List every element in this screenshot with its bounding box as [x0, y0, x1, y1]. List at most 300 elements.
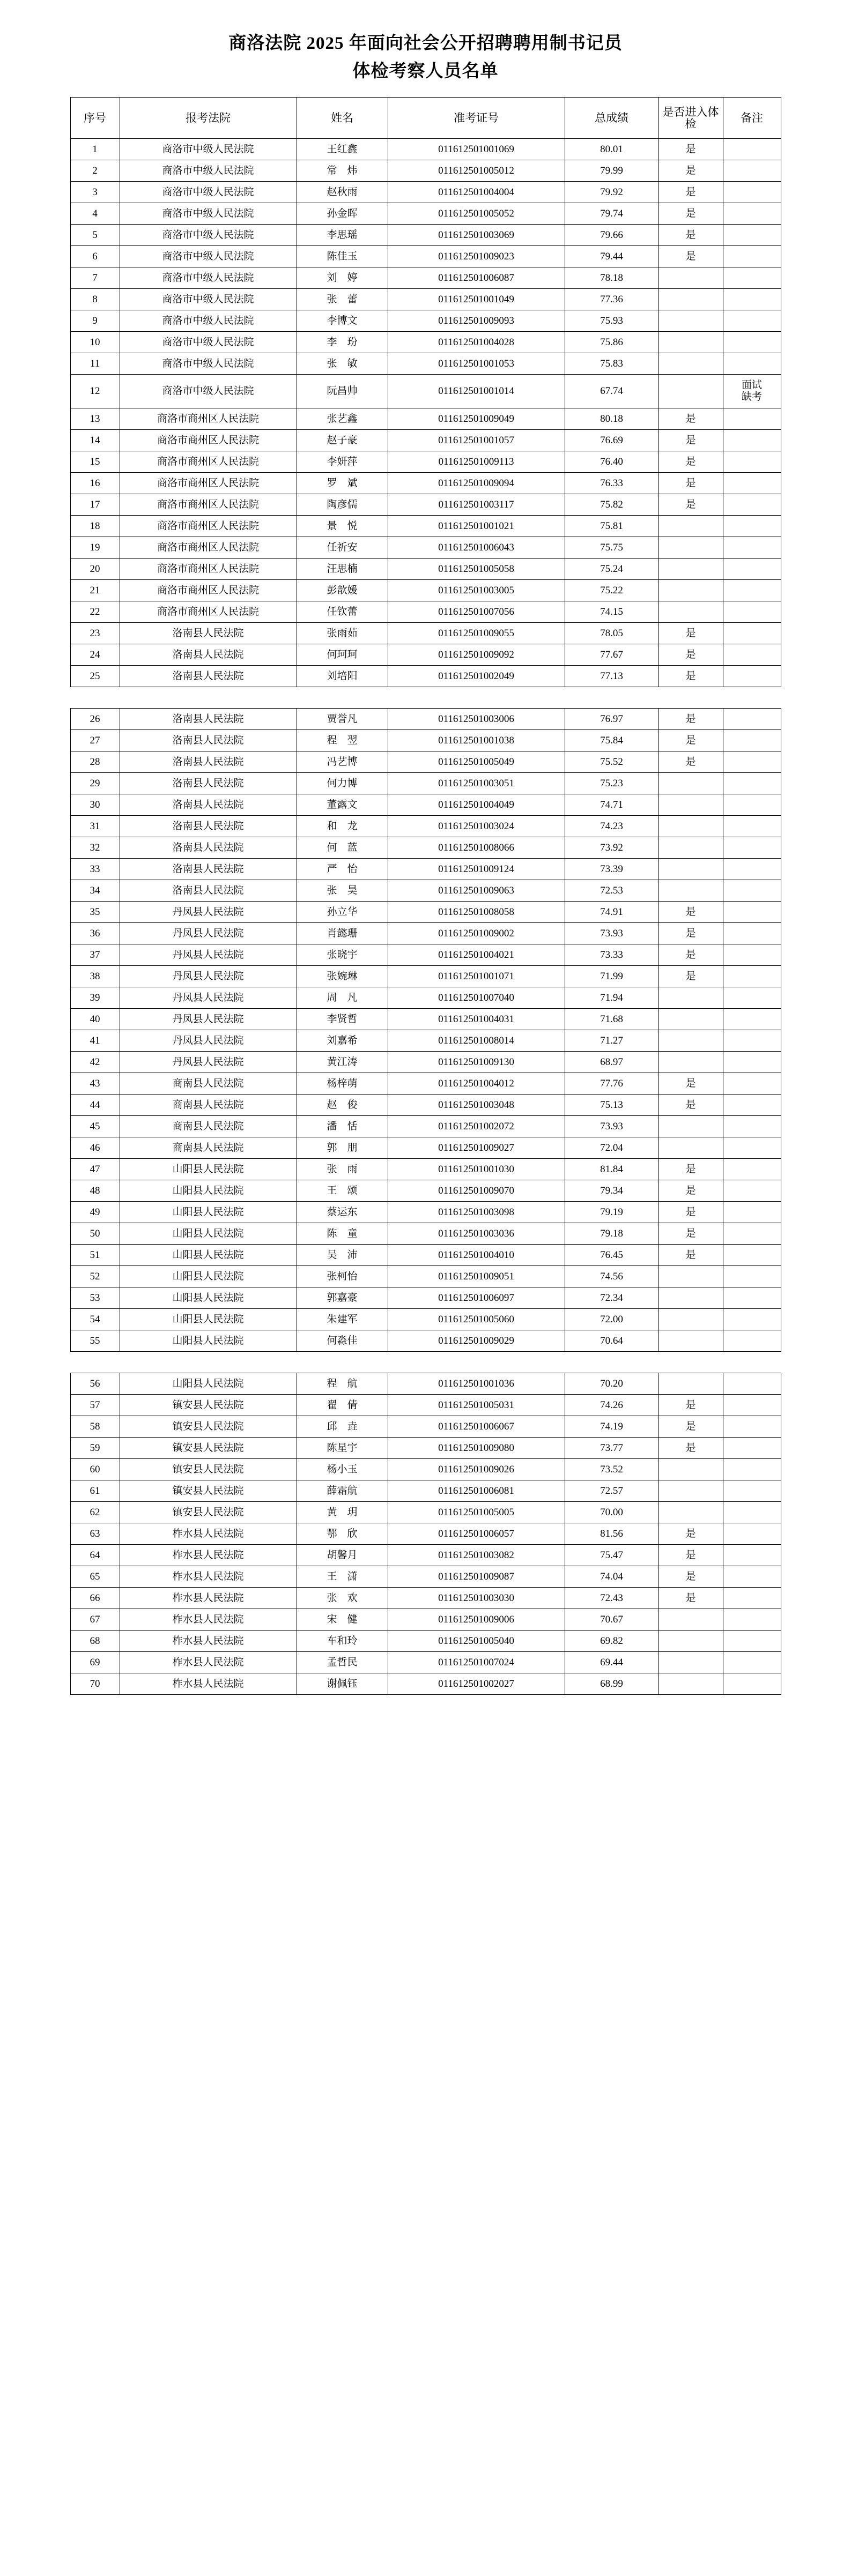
- row-name: 杨梓萌: [297, 1073, 388, 1095]
- row-score: 75.83: [565, 353, 658, 375]
- row-check: 是: [658, 666, 723, 687]
- row-court: 商洛市中级人民法院: [120, 375, 297, 408]
- table-row: [70, 1652, 781, 1673]
- row-score: 69.44: [565, 1652, 658, 1673]
- page-break-gap: [70, 687, 781, 709]
- row-score: 76.97: [565, 709, 658, 730]
- row-court: 洛南县人民法院: [120, 816, 297, 837]
- row-ticket: 011612501005060: [388, 1309, 565, 1330]
- row-remark: [723, 332, 781, 353]
- row-name: 车和玲: [297, 1631, 388, 1652]
- row-remark: [723, 494, 781, 516]
- row-check: [658, 1373, 723, 1395]
- row-index: 46: [70, 1137, 120, 1159]
- table-row: [70, 1459, 781, 1480]
- row-score: 73.39: [565, 859, 658, 880]
- row-remark: [723, 1652, 781, 1673]
- row-name: 蔡运东: [297, 1202, 388, 1223]
- row-check: [658, 1116, 723, 1137]
- row-check: [658, 375, 723, 408]
- row-remark: [723, 537, 781, 559]
- row-index: 61: [70, 1480, 120, 1502]
- row-check: [658, 1502, 723, 1523]
- row-name: 冯艺博: [297, 751, 388, 773]
- row-check: [658, 1480, 723, 1502]
- row-court: 柞水县人民法院: [120, 1523, 297, 1545]
- row-check: [658, 1330, 723, 1352]
- row-court: 洛南县人民法院: [120, 751, 297, 773]
- row-score: 70.00: [565, 1502, 658, 1523]
- row-ticket: 011612501009027: [388, 1137, 565, 1159]
- table-row: [70, 816, 781, 837]
- row-name: 常 炜: [297, 160, 388, 182]
- row-check: 是: [658, 751, 723, 773]
- row-court: 商洛市中级人民法院: [120, 182, 297, 203]
- header-ticket: 准考证号: [388, 98, 565, 139]
- row-score: 72.04: [565, 1137, 658, 1159]
- table-row: [70, 139, 781, 160]
- row-check: [658, 773, 723, 794]
- row-index: 19: [70, 537, 120, 559]
- row-remark: [723, 1631, 781, 1652]
- table-row: [70, 1202, 781, 1223]
- row-name: 肖懿珊: [297, 923, 388, 944]
- row-check: [658, 353, 723, 375]
- row-ticket: 011612501003117: [388, 494, 565, 516]
- row-score: 71.94: [565, 987, 658, 1009]
- row-remark: [723, 1566, 781, 1588]
- row-ticket: 011612501005049: [388, 751, 565, 773]
- page-title: [70, 29, 781, 85]
- row-index: 57: [70, 1395, 120, 1416]
- row-ticket: 011612501003048: [388, 1095, 565, 1116]
- row-name: 和 龙: [297, 816, 388, 837]
- row-score: 79.66: [565, 225, 658, 246]
- row-name: 潘 恬: [297, 1116, 388, 1137]
- row-remark: [723, 516, 781, 537]
- row-check: 是: [658, 966, 723, 987]
- table-row: [70, 353, 781, 375]
- row-check: 是: [658, 1416, 723, 1438]
- table-row: [70, 666, 781, 687]
- row-court: 山阳县人民法院: [120, 1180, 297, 1202]
- row-score: 79.44: [565, 246, 658, 267]
- row-court: 丹凤县人民法院: [120, 1030, 297, 1052]
- row-court: 洛南县人民法院: [120, 794, 297, 816]
- row-ticket: 011612501008014: [388, 1030, 565, 1052]
- row-name: 李妍萍: [297, 451, 388, 473]
- row-name: 张 蕾: [297, 289, 388, 310]
- row-name: 李思瑶: [297, 225, 388, 246]
- row-score: 75.75: [565, 537, 658, 559]
- row-check: [658, 1030, 723, 1052]
- row-court: 丹凤县人民法院: [120, 902, 297, 923]
- row-remark: [723, 1137, 781, 1159]
- header-check: 是否进入体检: [658, 98, 723, 139]
- row-name: 阮昌帅: [297, 375, 388, 408]
- row-score: 75.23: [565, 773, 658, 794]
- row-remark: [723, 225, 781, 246]
- row-check: [658, 580, 723, 601]
- row-name: 张 欢: [297, 1588, 388, 1609]
- row-index: 63: [70, 1523, 120, 1545]
- row-remark: [723, 1459, 781, 1480]
- row-index: 14: [70, 430, 120, 451]
- row-remark: [723, 1095, 781, 1116]
- row-check: [658, 837, 723, 859]
- row-score: 76.40: [565, 451, 658, 473]
- table-row: [70, 310, 781, 332]
- page-break-gap: [70, 1352, 781, 1373]
- row-score: 79.34: [565, 1180, 658, 1202]
- row-ticket: 011612501007024: [388, 1652, 565, 1673]
- row-index: 16: [70, 473, 120, 494]
- row-remark: [723, 730, 781, 751]
- row-name: 张婉琳: [297, 966, 388, 987]
- row-score: 74.91: [565, 902, 658, 923]
- row-ticket: 011612501001038: [388, 730, 565, 751]
- row-name: 吴 沛: [297, 1245, 388, 1266]
- table-row: [70, 1030, 781, 1052]
- row-remark: [723, 1309, 781, 1330]
- row-court: 商洛市商州区人民法院: [120, 537, 297, 559]
- row-court: 洛南县人民法院: [120, 666, 297, 687]
- page-break-cell: [658, 1352, 723, 1373]
- row-name: 赵秋雨: [297, 182, 388, 203]
- row-ticket: 011612501009094: [388, 473, 565, 494]
- row-score: 76.33: [565, 473, 658, 494]
- row-score: 68.99: [565, 1673, 658, 1695]
- row-remark: [723, 644, 781, 666]
- table-row: [70, 1309, 781, 1330]
- row-remark: [723, 944, 781, 966]
- row-ticket: 011612501008066: [388, 837, 565, 859]
- row-court: 商洛市商州区人民法院: [120, 559, 297, 580]
- row-name: 汪思楠: [297, 559, 388, 580]
- row-remark: [723, 880, 781, 902]
- page-break-cell: [723, 687, 781, 709]
- row-remark: [723, 1330, 781, 1352]
- row-index: 20: [70, 559, 120, 580]
- table-row: [70, 516, 781, 537]
- row-ticket: 011612501009092: [388, 644, 565, 666]
- row-name: 邱 垚: [297, 1416, 388, 1438]
- row-court: 镇安县人民法院: [120, 1395, 297, 1416]
- table-row: [70, 1373, 781, 1395]
- table-row: [70, 880, 781, 902]
- row-score: 74.26: [565, 1395, 658, 1416]
- row-index: 13: [70, 408, 120, 430]
- row-court: 洛南县人民法院: [120, 773, 297, 794]
- row-ticket: 011612501002072: [388, 1116, 565, 1137]
- row-ticket: 011612501005005: [388, 1502, 565, 1523]
- row-ticket: 011612501001014: [388, 375, 565, 408]
- row-ticket: 011612501004021: [388, 944, 565, 966]
- row-index: 25: [70, 666, 120, 687]
- table-row: [70, 451, 781, 473]
- row-remark: [723, 794, 781, 816]
- title-line-2: 体检考察人员名单: [352, 62, 499, 81]
- row-index: 48: [70, 1180, 120, 1202]
- row-name: 鄂 欣: [297, 1523, 388, 1545]
- row-court: 洛南县人民法院: [120, 837, 297, 859]
- row-name: 薛霜航: [297, 1480, 388, 1502]
- table-row: [70, 1095, 781, 1116]
- row-score: 81.56: [565, 1523, 658, 1545]
- row-score: 78.18: [565, 267, 658, 289]
- table-row: [70, 182, 781, 203]
- row-ticket: 011612501009087: [388, 1566, 565, 1588]
- row-check: 是: [658, 1202, 723, 1223]
- row-check: 是: [658, 1223, 723, 1245]
- row-check: 是: [658, 644, 723, 666]
- row-ticket: 011612501004049: [388, 794, 565, 816]
- row-score: 78.05: [565, 623, 658, 644]
- row-remark: [723, 623, 781, 644]
- row-remark: [723, 666, 781, 687]
- row-check: 是: [658, 1245, 723, 1266]
- row-index: 28: [70, 751, 120, 773]
- row-score: 77.13: [565, 666, 658, 687]
- row-court: 商洛市商州区人民法院: [120, 494, 297, 516]
- row-name: 任祈安: [297, 537, 388, 559]
- title-line-1: 商洛法院 2025 年面向社会公开招聘聘用制书记员: [228, 34, 623, 53]
- row-index: 33: [70, 859, 120, 880]
- row-court: 丹凤县人民法院: [120, 944, 297, 966]
- table-row: [70, 1588, 781, 1609]
- row-name: 何 蓝: [297, 837, 388, 859]
- row-ticket: 011612501001021: [388, 516, 565, 537]
- row-court: 商洛市中级人民法院: [120, 246, 297, 267]
- row-index: 26: [70, 709, 120, 730]
- row-remark: [723, 1202, 781, 1223]
- row-remark: [723, 1287, 781, 1309]
- row-score: 79.74: [565, 203, 658, 225]
- row-ticket: 011612501009070: [388, 1180, 565, 1202]
- row-ticket: 011612501009093: [388, 310, 565, 332]
- page-break-cell: [120, 687, 297, 709]
- row-index: 29: [70, 773, 120, 794]
- row-check: [658, 1052, 723, 1073]
- row-index: 8: [70, 289, 120, 310]
- row-check: 是: [658, 408, 723, 430]
- row-name: 黄江涛: [297, 1052, 388, 1073]
- row-score: 74.23: [565, 816, 658, 837]
- row-score: 75.13: [565, 1095, 658, 1116]
- row-name: 张柯怡: [297, 1266, 388, 1287]
- row-remark: [723, 902, 781, 923]
- row-check: [658, 267, 723, 289]
- table-row: [70, 987, 781, 1009]
- row-index: 67: [70, 1609, 120, 1631]
- row-check: 是: [658, 246, 723, 267]
- row-remark: [723, 580, 781, 601]
- table-row: [70, 709, 781, 730]
- row-ticket: 011612501009049: [388, 408, 565, 430]
- row-remark: [723, 451, 781, 473]
- row-remark: [723, 1223, 781, 1245]
- table-row: [70, 1523, 781, 1545]
- row-check: 是: [658, 494, 723, 516]
- row-index: 42: [70, 1052, 120, 1073]
- row-name: 周 凡: [297, 987, 388, 1009]
- table-row: [70, 837, 781, 859]
- row-check: [658, 1652, 723, 1673]
- row-score: 72.00: [565, 1309, 658, 1330]
- row-name: 李 玢: [297, 332, 388, 353]
- row-name: 何珂珂: [297, 644, 388, 666]
- row-check: [658, 310, 723, 332]
- row-index: 27: [70, 730, 120, 751]
- row-check: 是: [658, 1095, 723, 1116]
- row-court: 商洛市中级人民法院: [120, 289, 297, 310]
- row-check: [658, 1137, 723, 1159]
- row-ticket: 011612501002049: [388, 666, 565, 687]
- row-check: 是: [658, 139, 723, 160]
- row-court: 商洛市商州区人民法院: [120, 516, 297, 537]
- row-name: 王 颂: [297, 1180, 388, 1202]
- row-score: 76.45: [565, 1245, 658, 1266]
- row-ticket: 011612501006067: [388, 1416, 565, 1438]
- row-ticket: 011612501009063: [388, 880, 565, 902]
- row-index: 47: [70, 1159, 120, 1180]
- row-court: 商洛市中级人民法院: [120, 353, 297, 375]
- row-score: 73.77: [565, 1438, 658, 1459]
- row-index: 55: [70, 1330, 120, 1352]
- row-ticket: 011612501003024: [388, 816, 565, 837]
- row-remark: [723, 923, 781, 944]
- row-name: 任钦蕾: [297, 601, 388, 623]
- row-court: 商洛市中级人民法院: [120, 267, 297, 289]
- row-remark: [723, 310, 781, 332]
- table-row: [70, 1073, 781, 1095]
- row-check: 是: [658, 902, 723, 923]
- page-break-cell: [565, 1352, 658, 1373]
- row-ticket: 011612501001030: [388, 1159, 565, 1180]
- row-court: 山阳县人民法院: [120, 1223, 297, 1245]
- row-score: 74.15: [565, 601, 658, 623]
- row-check: 是: [658, 1523, 723, 1545]
- row-score: 75.84: [565, 730, 658, 751]
- row-remark: [723, 987, 781, 1009]
- row-court: 柞水县人民法院: [120, 1545, 297, 1566]
- row-ticket: 011612501006097: [388, 1287, 565, 1309]
- row-court: 商南县人民法院: [120, 1073, 297, 1095]
- row-score: 77.76: [565, 1073, 658, 1095]
- row-court: 柞水县人民法院: [120, 1566, 297, 1588]
- row-check: [658, 1287, 723, 1309]
- row-score: 73.92: [565, 837, 658, 859]
- row-score: 76.69: [565, 430, 658, 451]
- header-remark: 备注: [723, 98, 781, 139]
- row-ticket: 011612501003069: [388, 225, 565, 246]
- table-row: [70, 267, 781, 289]
- row-ticket: 011612501001036: [388, 1373, 565, 1395]
- row-check: 是: [658, 430, 723, 451]
- row-court: 镇安县人民法院: [120, 1480, 297, 1502]
- row-check: 是: [658, 730, 723, 751]
- row-name: 陈佳玉: [297, 246, 388, 267]
- row-index: 68: [70, 1631, 120, 1652]
- row-remark: [723, 1480, 781, 1502]
- row-name: 何力博: [297, 773, 388, 794]
- row-ticket: 011612501004031: [388, 1009, 565, 1030]
- row-remark: [723, 1609, 781, 1631]
- row-remark: [723, 1545, 781, 1566]
- table-row: [70, 623, 781, 644]
- row-check: 是: [658, 473, 723, 494]
- row-court: 丹凤县人民法院: [120, 987, 297, 1009]
- row-index: 53: [70, 1287, 120, 1309]
- row-court: 商洛市商州区人民法院: [120, 473, 297, 494]
- table-row: [70, 225, 781, 246]
- row-index: 41: [70, 1030, 120, 1052]
- table-row: [70, 1052, 781, 1073]
- table-row: [70, 1159, 781, 1180]
- row-score: 75.86: [565, 332, 658, 353]
- row-name: 胡馨月: [297, 1545, 388, 1566]
- row-court: 洛南县人民法院: [120, 880, 297, 902]
- row-remark: [723, 1073, 781, 1095]
- row-score: 79.92: [565, 182, 658, 203]
- row-ticket: 011612501001069: [388, 139, 565, 160]
- row-ticket: 011612501005052: [388, 203, 565, 225]
- table-header-row: [70, 98, 781, 139]
- table-row: [70, 1502, 781, 1523]
- row-check: 是: [658, 923, 723, 944]
- row-court: 洛南县人民法院: [120, 730, 297, 751]
- row-check: [658, 1673, 723, 1695]
- row-check: [658, 816, 723, 837]
- row-ticket: 011612501005012: [388, 160, 565, 182]
- row-remark: [723, 473, 781, 494]
- row-name: 张雨茹: [297, 623, 388, 644]
- row-court: 商洛市中级人民法院: [120, 160, 297, 182]
- row-check: [658, 880, 723, 902]
- table-row: [70, 580, 781, 601]
- table-row: [70, 1245, 781, 1266]
- row-ticket: 011612501003082: [388, 1545, 565, 1566]
- row-check: [658, 332, 723, 353]
- row-index: 37: [70, 944, 120, 966]
- row-score: 79.19: [565, 1202, 658, 1223]
- table-row: [70, 794, 781, 816]
- row-name: 程 航: [297, 1373, 388, 1395]
- row-score: 71.27: [565, 1030, 658, 1052]
- table-row: [70, 730, 781, 751]
- row-ticket: 011612501001057: [388, 430, 565, 451]
- row-index: 22: [70, 601, 120, 623]
- row-index: 60: [70, 1459, 120, 1480]
- row-check: [658, 1266, 723, 1287]
- row-check: 是: [658, 182, 723, 203]
- table-row: [70, 537, 781, 559]
- row-name: 宋 健: [297, 1609, 388, 1631]
- row-check: [658, 601, 723, 623]
- row-ticket: 011612501009080: [388, 1438, 565, 1459]
- row-index: 17: [70, 494, 120, 516]
- row-court: 柞水县人民法院: [120, 1673, 297, 1695]
- row-ticket: 011612501003030: [388, 1588, 565, 1609]
- row-score: 70.20: [565, 1373, 658, 1395]
- row-remark: [723, 408, 781, 430]
- row-ticket: 011612501003006: [388, 709, 565, 730]
- row-remark: [723, 1523, 781, 1545]
- row-ticket: 011612501005031: [388, 1395, 565, 1416]
- row-index: 40: [70, 1009, 120, 1030]
- row-ticket: 011612501009124: [388, 859, 565, 880]
- table-row: [70, 494, 781, 516]
